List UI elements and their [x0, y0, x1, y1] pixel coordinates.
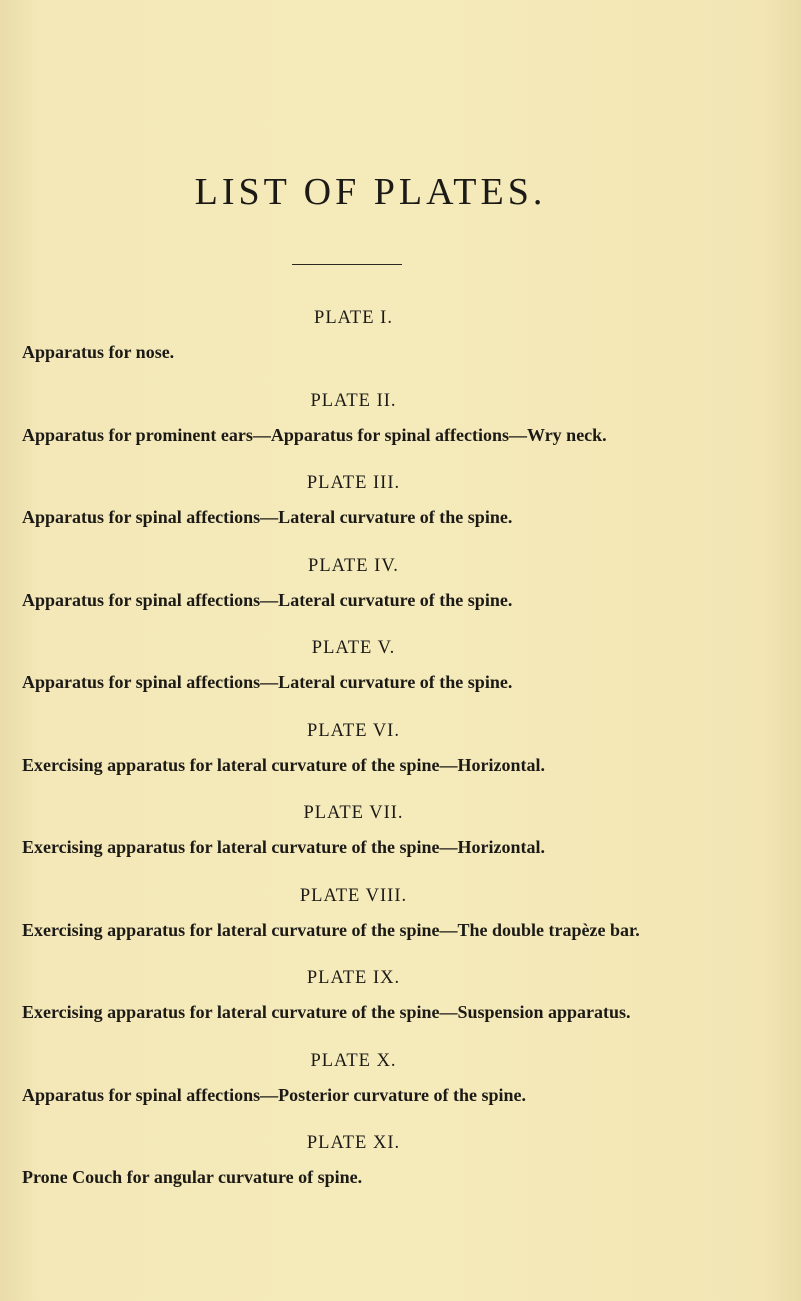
plate-heading: PLATE X.	[310, 1050, 397, 1071]
plate-description: Exercising apparatus for lateral curvature of the spine—Horizontal.	[22, 837, 545, 857]
plate-description: Apparatus for prominent ears—Apparatus for spinal affections—Wry neck.	[22, 424, 607, 445]
plate-heading: PLATE III.	[306, 473, 401, 493]
plate-heading: PLATE VII.	[303, 803, 404, 823]
plate-entry-2	[0, 391, 801, 474]
plate-entry-11	[0, 1133, 801, 1216]
plate-entry-9	[0, 968, 801, 1051]
plate-entry-5	[0, 638, 801, 721]
plate-description: Apparatus for spinal affections—Lateral curvature of the spine.	[22, 507, 513, 527]
plate-heading: PLATE VIII.	[299, 885, 408, 906]
plate-description: Exercising apparatus for lateral curvature of the spine—Horizontal.	[22, 754, 545, 775]
plate-heading: PLATE II.	[310, 390, 397, 411]
plate-description: Prone Couch for angular curvature of spine.	[22, 1167, 363, 1187]
plate-entry-8	[0, 886, 801, 969]
page-title: LIST OF PLATES.	[194, 171, 547, 214]
plate-heading: PLATE I.	[314, 308, 393, 328]
plate-entry-3	[0, 473, 801, 556]
plate-heading: PLATE IX.	[306, 968, 401, 988]
plate-description: Exercising apparatus for lateral curvature of the spine—Suspension apparatus.	[22, 1002, 631, 1022]
plate-description: Apparatus for spinal affections—Lateral curvature of the spine.	[22, 672, 513, 692]
title-divider	[292, 264, 402, 265]
plate-heading: PLATE V.	[311, 638, 396, 658]
plate-entry-4	[0, 556, 801, 639]
plate-heading: PLATE XI.	[306, 1133, 401, 1153]
plates-list	[0, 308, 801, 1216]
plate-description: Apparatus for spinal affections—Lateral curvature of the spine.	[22, 589, 513, 610]
plate-heading: PLATE VI.	[307, 720, 400, 741]
plate-entry-7	[0, 803, 801, 886]
plate-entry-6	[0, 721, 801, 804]
plate-entry-10	[0, 1051, 801, 1134]
plate-description: Apparatus for spinal affections—Posterior curvature of the spine.	[22, 1084, 526, 1105]
plate-description: Apparatus for nose.	[22, 342, 175, 362]
plate-heading: PLATE IV.	[308, 555, 399, 576]
plate-entry-1	[0, 308, 801, 391]
plate-description: Exercising apparatus for lateral curvature of the spine—The double trapèze bar.	[22, 919, 640, 940]
